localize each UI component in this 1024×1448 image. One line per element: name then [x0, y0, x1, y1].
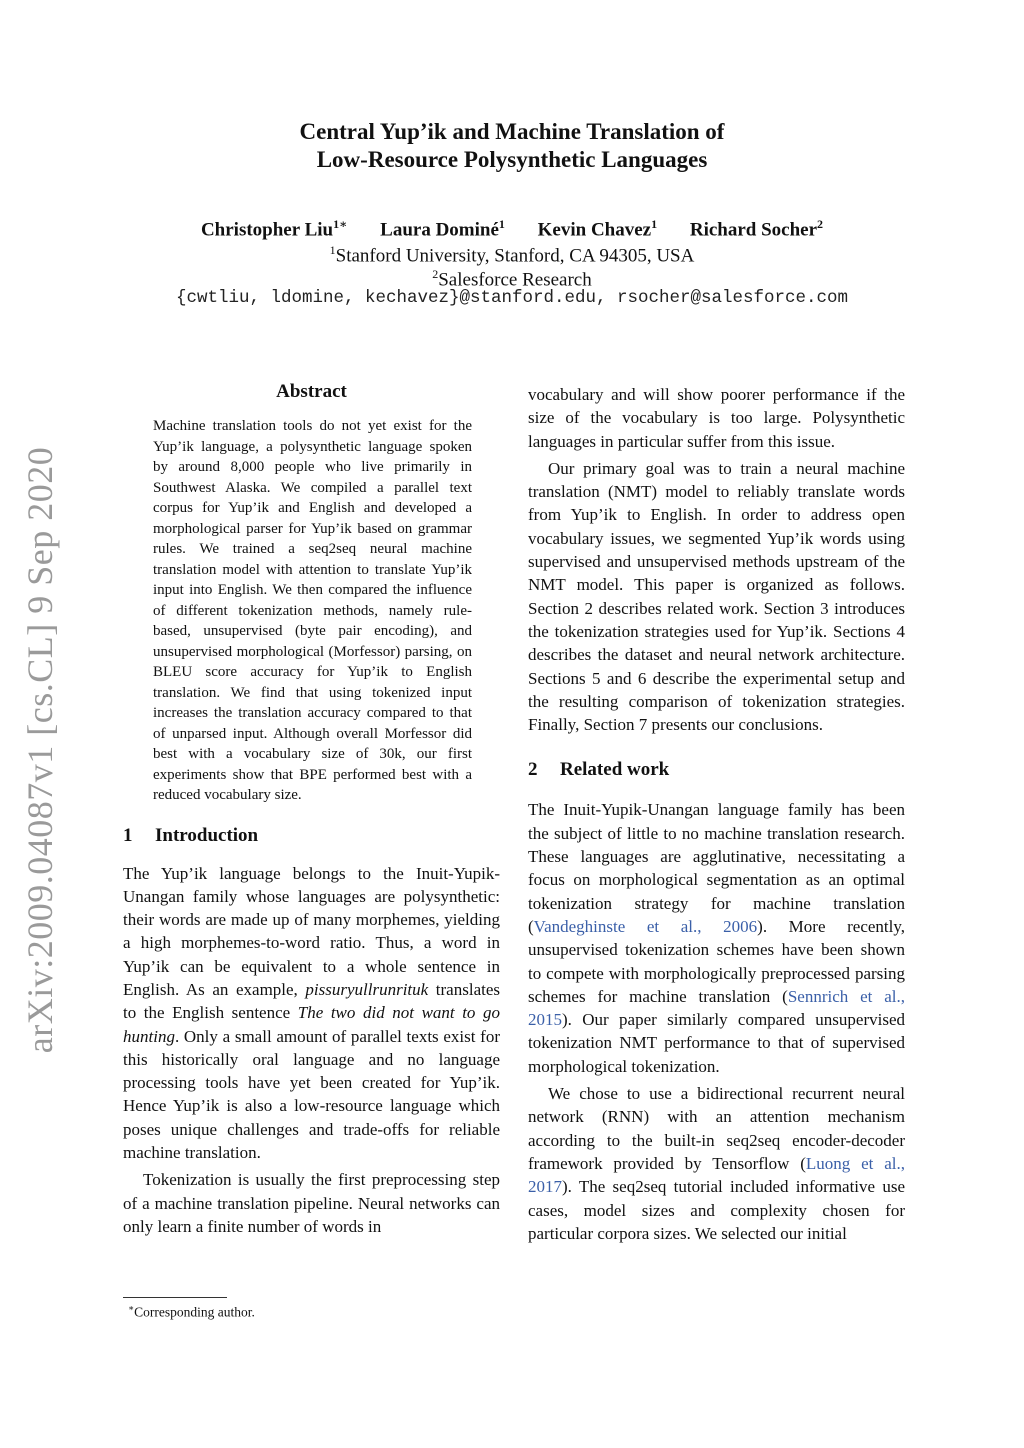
english-example-sentence: The two did not want to go hunting [123, 1003, 500, 1046]
citation-luong[interactable]: Luong et al., 2017 [528, 1153, 906, 1197]
title-line-1: Central Yup’ik and Machine Translation of [299, 119, 725, 144]
title-line-2: Low-Resource Polysynthetic Languages [316, 147, 708, 172]
related-paragraph-2: We chose to use a bidirectional recurrent neural network (RNN) with an attention mechanism according to the built-in seq2seq encoder-decoder framework provided by Tensorflow (Luong et al., 2017). The seq2seq tutorial included informative use cases, model sizes and complexity chosen for particular corpora sizes. We selected our initial [528, 1084, 906, 1243]
arxiv-identifier-text: arXiv:2009.04087v1 [cs.CL] 9 Sep 2020 [20, 446, 60, 1054]
author-emails: {cwtliu, ldomine, kechavez}@stanford.edu, rsocher@salesforce.com [175, 288, 849, 308]
arxiv-identifier-stamp [12, 446, 68, 1054]
citation-sennrich[interactable]: Sennrich et al., 2015 [528, 986, 905, 1030]
goal-paragraph: Our primary goal was to train a neural machine translation (NMT) model to reliably translate words from Yup’ik to English. In order to address open vocabulary issues, we segmented Yup’ik words using supervised and unsupervised methods upstream of the NMT model. This paper is organized as follows. Section 2 describes related work. Section 3 introduces the tokenization strategies used for Yup’ik. Sections 4 describes the dataset and neural network architecture. Sections 5 and 6 describe the experimental setup and the resulting comparison of tokenization strategies. Finally, Section 7 presents our conclusions. [528, 458, 905, 735]
section-2-heading: 2 Related work [528, 759, 670, 781]
abstract-heading: Abstract [276, 381, 347, 402]
section-1-heading: 1 Introduction [123, 824, 259, 846]
paper-title [0, 118, 1024, 174]
left-column [123, 380, 500, 1238]
footnote: ∗Corresponding author. [128, 1303, 255, 1320]
author-domine: Laura Dominé$^1$ [380, 217, 505, 241]
continued-paragraph: vocabulary and will show poorer performance if the size of the vocabulary is too large. Polysynthetic languages in particular suffer from this issue. [528, 385, 905, 451]
footnote-divider [123, 1297, 227, 1298]
author-socher: Richard Socher$^2$ [689, 217, 824, 241]
yupik-example-word: pissuryullrunrituk [305, 979, 429, 999]
abstract-body: Machine translation tools do not yet exist for the Yup’ik language, a polysynthetic language spoken by around 8,000 people who live primarily in Southwest Alaska. We compiled a parallel text corpus for Yup’ik and English and developed a morphological parser for Yup’ik based on grammar rules. We trained a seq2seq neural machine translation model with attention to translate Yup’ik input into English. We then compared the influence of different tokenization methods, namely rule-based, unsupervised (byte pair encoding), and unsupervised morphological (Morfessor) parsing, on BLEU score accuracy for Yup’ik to English translation. We find that using tokenized input increases the translation accuracy compared to that of unparsed input. Although overall Morfessor did best with a vocabulary size of 30k, our first experiments show that BPE performed best with a reduced vocabulary size. [153, 418, 472, 803]
affiliation-stanford: $^1$Stanford University, Stanford, CA 94305, USA [329, 243, 695, 267]
citation-vandeghinste[interactable]: Vandeghinste et al., 2006 [533, 916, 758, 936]
author-liu: Christopher Liu$^{1∗}$ [200, 217, 348, 241]
affiliation-salesforce: $^2$Salesforce Research [432, 267, 592, 291]
right-column [528, 383, 905, 1245]
author-chavez: Kevin Chavez$^1$ [537, 217, 658, 241]
related-paragraph-1: The Inuit-Yupik-Unangan language family has been the subject of little to no machine translation research. These languages are agglutinative, necessitating a focus on morphological segmentation as an optimal tokenization strategy for machine translation (Vandeghinste et al., 2006). More recently, unsupervised tokenization schemes have been shown to compete with morphologically preprocessed parsing schemes for machine translation (Sennrich et al., 2015). Our paper similarly compared unsupervised tokenization NMT performance to that of supervised morphological tokenization. [528, 800, 906, 1076]
intro-paragraph-1: The Yup’ik language belongs to the Inuit-Yupik-Unangan family whose languages are polysynthetic: their words are made up of many morphemes, yielding a high morphemes-to-word ratio. Thus, a word in Yup’ik can be equivalent to a whole sentence in English. As an example, pissuryullrunrituk translates to the English sentence The two did not want to go hunting. Only a small amount of parallel texts exist for this historically oral language and no language processing tools have yet been created for Yup’ik. Hence Yup’ik is also a low-resource language which poses unique challenges and trade-offs for reliable machine translation. [123, 863, 500, 1163]
intro-paragraph-2: Tokenization is usually the first preprocessing step of a machine translation pipeline. Neural networks can only learn a finite number of words in [123, 1170, 500, 1236]
